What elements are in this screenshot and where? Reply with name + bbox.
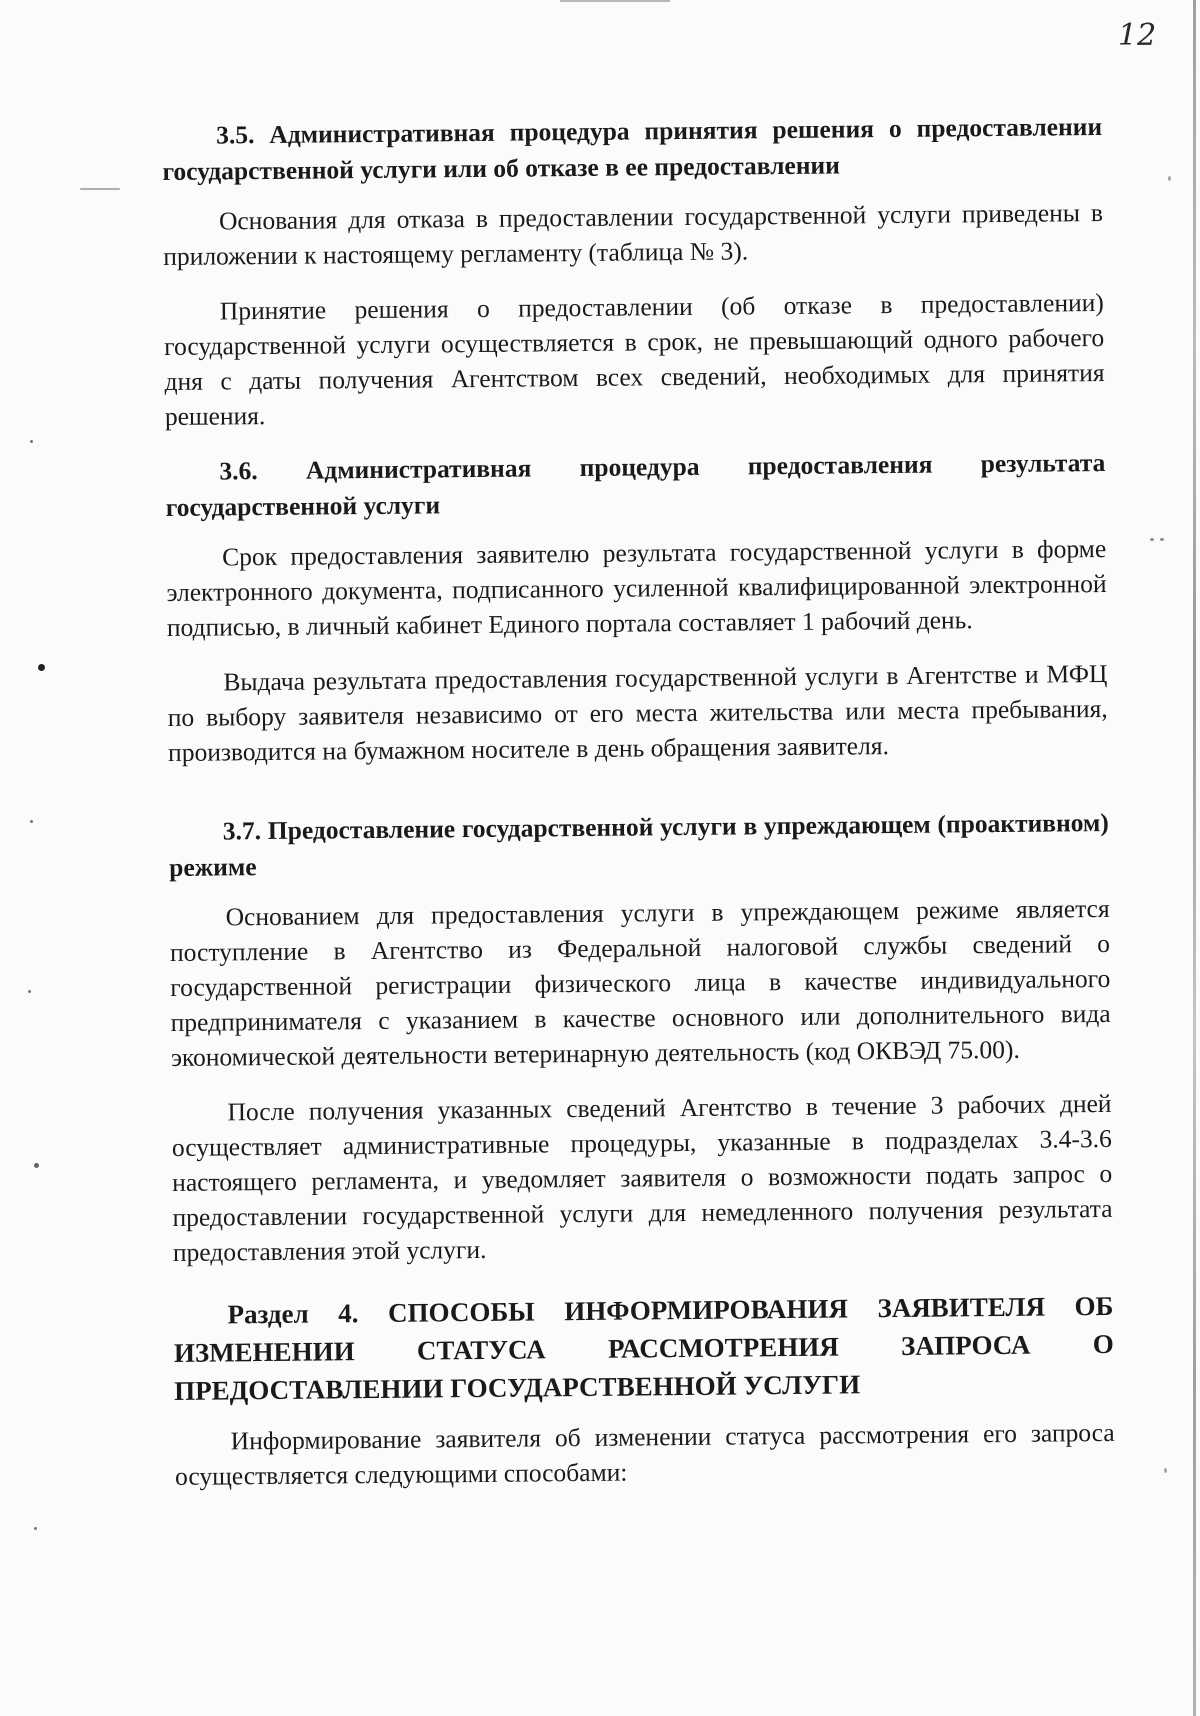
section-heading-4: Раздел 4. СПОСОБЫ ИНФОРМИРОВАНИЯ ЗАЯВИТЕЛЯ ОБ ИЗМЕНЕНИИ СТАТУСА РАССМОТРЕНИЯ ЗАПРОСА О ПРЕДОСТАВЛЕНИИ ГОСУДАРСТВЕННОЙ УСЛУГИ [173, 1290, 1114, 1406]
paragraph: Основанием для предоставления услуги в упреждающем режиме является поступление в Агентство из Федеральной налоговой службы сведений о государственной регистрации физического лица в качестве индивидуального предпринимателя с указанием в качестве основного или дополнительного вида экономической деятельности ветеринарную деятельность (код ОКВЭД 75.00). [169, 893, 1111, 1072]
paragraph: Информирование заявителя об изменении статуса рассмотрения его запроса осуществляется следующими способами: [174, 1417, 1115, 1491]
scan-speck [34, 1527, 37, 1530]
paragraph: Основания для отказа в предоставлении государственной услуги приведены в приложении к настоящему регламенту (таблица № 3). [163, 197, 1104, 271]
scan-speck [80, 188, 120, 190]
scan-speck [1160, 538, 1164, 541]
scan-speck [38, 664, 45, 671]
paragraph: После получения указанных сведений Агентство в течение 3 рабочих дней осуществляет административные процедуры, указанные в подразделах 3.4-3.6 настоящего регламента, и уведомляет заявителя о возможности подать запрос о предоставлении государственной услуги для немедленного получения результата предоставления этой услуги. [171, 1088, 1113, 1267]
paragraph: Выдача результата предоставления государственной услуги в Агентстве и МФЦ по выбору заявителя независимо от его места жительства или места пребывания, производится на бумажном носителе в день обращения заявителя. [167, 658, 1108, 767]
paragraph: Принятие решения о предоставлении (об отказе в предоставлении) государственной услуги осуществляется в срок, не превышающий одного рабочего дня с даты получения Агентством всех сведений, необходимых для принятия решения. [164, 287, 1105, 431]
scan-speck [34, 1163, 39, 1168]
page-number: 12 [1118, 18, 1157, 53]
scan-speck [1164, 1468, 1167, 1473]
scan-edge-top [560, 0, 670, 2]
scan-speck [30, 440, 33, 443]
document-body [162, 109, 1115, 1514]
scan-speck [30, 820, 33, 823]
section-heading-3-7: 3.7. Предоставление государственной услуги в упреждающем (проактивном) режиме [169, 807, 1109, 882]
section-heading-3-6: 3.6. Административная процедура предоставления результата государственной услуги [165, 447, 1106, 522]
scan-speck [28, 990, 31, 993]
paragraph: Срок предоставления заявителю результата государственной услуги в форме электронного документа, подписанного усиленной квалифицированной электронной подписью, в личный кабинет Единого портала составляет 1 рабочий день. [166, 533, 1107, 642]
section-heading-3-5: 3.5. Административная процедура принятия решения о предоставлении государственной услуги или об отказе в ее предоставлении [162, 111, 1103, 186]
scan-speck [1168, 176, 1171, 181]
scan-speck [1150, 538, 1154, 541]
scan-edge-right [1193, 0, 1196, 1716]
